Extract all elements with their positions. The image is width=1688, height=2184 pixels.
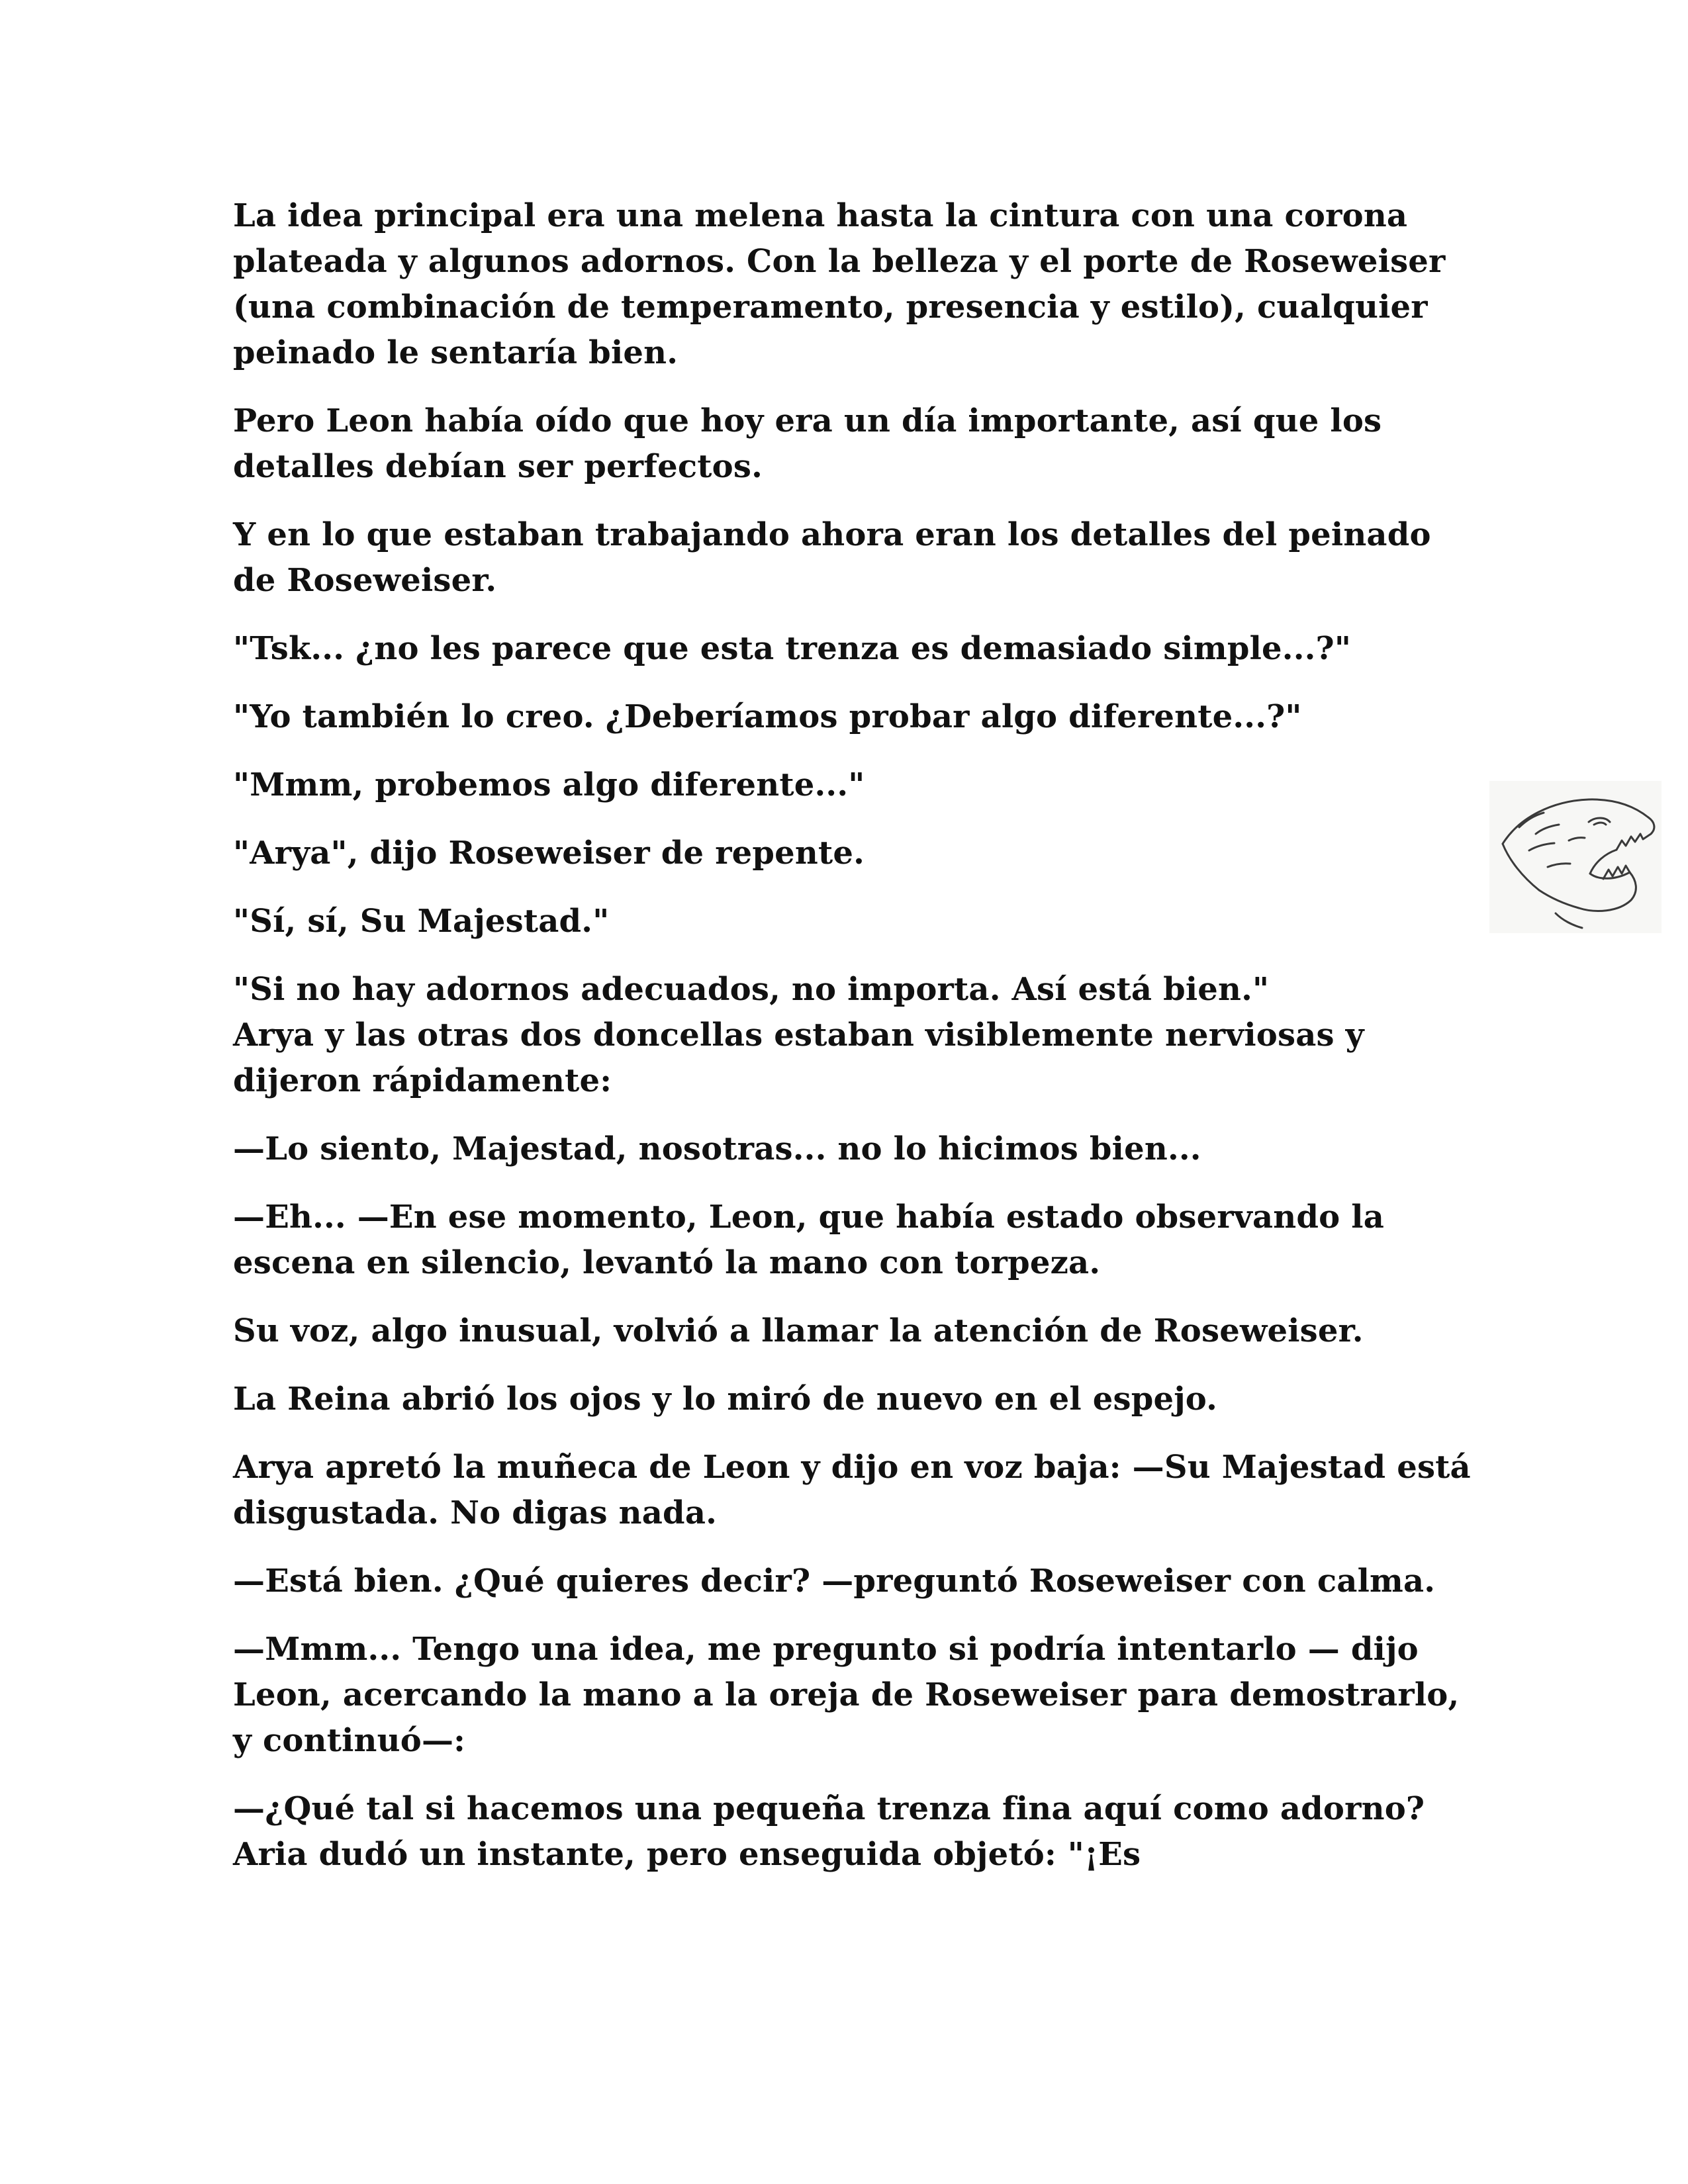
paragraph-11: —Eh... —En ese momento, Leon, que había estado observando la escena en silencio, levantó la mano con torpeza.: [233, 1199, 1384, 1281]
document-body: [233, 193, 1477, 1900]
paragraph-6: "Mmm, probemos algo diferente...": [233, 766, 865, 803]
paragraph-16: —Mmm... Tengo una idea, me pregunto si podría intentarlo — dijo Leon, acercando la mano a la oreja de Roseweiser para demostrarlo, y continuó—:: [233, 1631, 1460, 1759]
paragraph-2: Pero Leon había oído que hoy era un día importante, así que los detalles debían ser perfectos.: [233, 402, 1382, 485]
paragraph-14: Arya apretó la muñeca de Leon y dijo en voz baja: —Su Majestad está disgustada. No digas nada.: [233, 1449, 1471, 1531]
paragraph-3: Y en lo que estaban trabajando ahora eran los detalles del peinado de Roseweiser.: [233, 516, 1431, 599]
dinosaur-head-sketch-icon: [1489, 781, 1662, 933]
paragraph-12: Su voz, algo inusual, volvió a llamar la atención de Roseweiser.: [233, 1312, 1364, 1349]
paragraph-5: "Yo también lo creo. ¿Deberíamos probar algo diferente...?": [233, 698, 1302, 735]
paragraph-10: —Lo siento, Majestad, nosotras... no lo hicimos bien...: [233, 1130, 1201, 1167]
paragraph-15: —Está bien. ¿Qué quieres decir? —preguntó Roseweiser con calma.: [233, 1563, 1436, 1600]
paragraph-13: La Reina abrió los ojos y lo miró de nuevo en el espejo.: [233, 1381, 1218, 1418]
paragraph-17: —¿Qué tal si hacemos una pequeña trenza fina aquí como adorno? Aria dudó un instante, pero enseguida objetó: "¡Es: [233, 1790, 1425, 1873]
paragraph-7: "Arya", dijo Roseweiser de repente.: [233, 835, 865, 872]
paragraph-1: La idea principal era una melena hasta la cintura con una corona plateada y algunos adornos. Con la belleza y el porte de Roseweiser (una combinación de temperamento, presencia y estilo), cualquier peinado le sentaría bien.: [233, 197, 1446, 371]
paragraph-4: "Tsk... ¿no les parece que esta trenza es demasiado simple...?": [233, 630, 1352, 667]
paragraph-8: "Sí, sí, Su Majestad.": [233, 903, 610, 940]
paragraph-9: "Si no hay adornos adecuados, no importa. Así está bien." Arya y las otras dos doncellas estaban visiblemente nerviosas y dijeron rápidamente:: [233, 971, 1364, 1099]
